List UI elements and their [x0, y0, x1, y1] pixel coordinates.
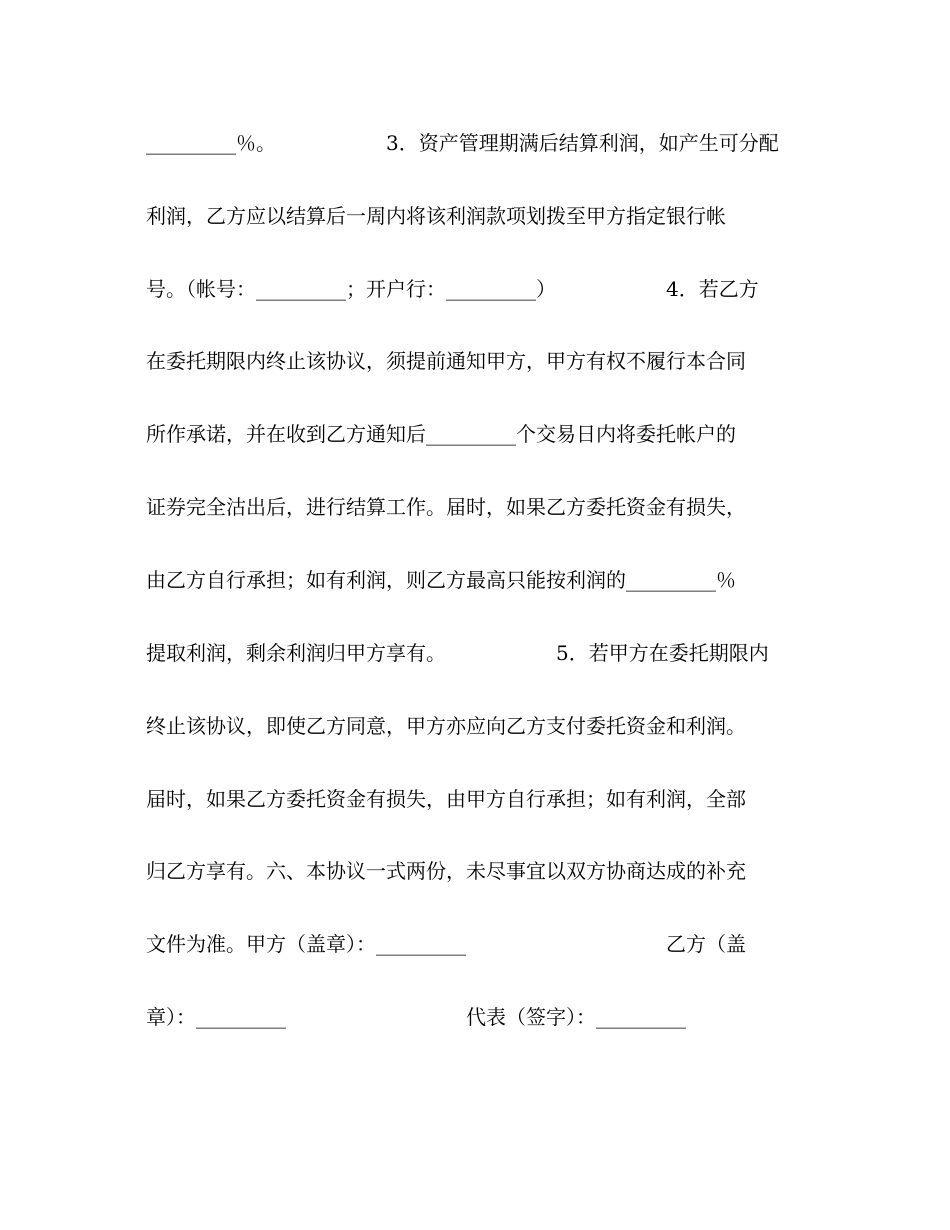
text-line: 归乙方享有。六、本协议一式两份，未尽事宜以双方协商达成的补充: [146, 859, 746, 883]
text-line: 章）：_________ 代表（签字）：_________: [146, 1005, 686, 1029]
text-line: 届时，如果乙方委托资金有损失，由甲方自行承担；如有利润，全部: [146, 787, 746, 811]
text-line: 文件为准。甲方（盖章）：_________ 乙方（盖: [146, 932, 746, 956]
text-line: 在委托期限内终止该协议，须提前通知甲方，甲方有权不履行本合同: [146, 349, 746, 373]
text-line: 由乙方自行承担；如有利润，则乙方最高只能按利润的_________％: [146, 568, 736, 592]
text-line: 证券完全沽出后，进行结算工作。届时，如果乙方委托资金有损失，: [146, 495, 746, 519]
text-line: 号。（帐号：_________；开户行：_________） 4．若乙方: [146, 277, 759, 301]
text-line: 所作承诺，并在收到乙方通知后_________个交易日内将委托帐户的: [146, 422, 736, 446]
text-line: 提取利润，剩余利润归甲方享有。 5．若甲方在委托期限内: [146, 641, 769, 665]
text-line: 终止该协议，即使乙方同意，甲方亦应向乙方支付委托资金和利润。: [146, 714, 746, 738]
text-line: _________％。 3．资产管理期满后结算利润，如产生可分配: [146, 131, 779, 155]
text-line: 利润，乙方应以结算后一周内将该利润款项划拨至甲方指定银行帐: [146, 204, 726, 228]
